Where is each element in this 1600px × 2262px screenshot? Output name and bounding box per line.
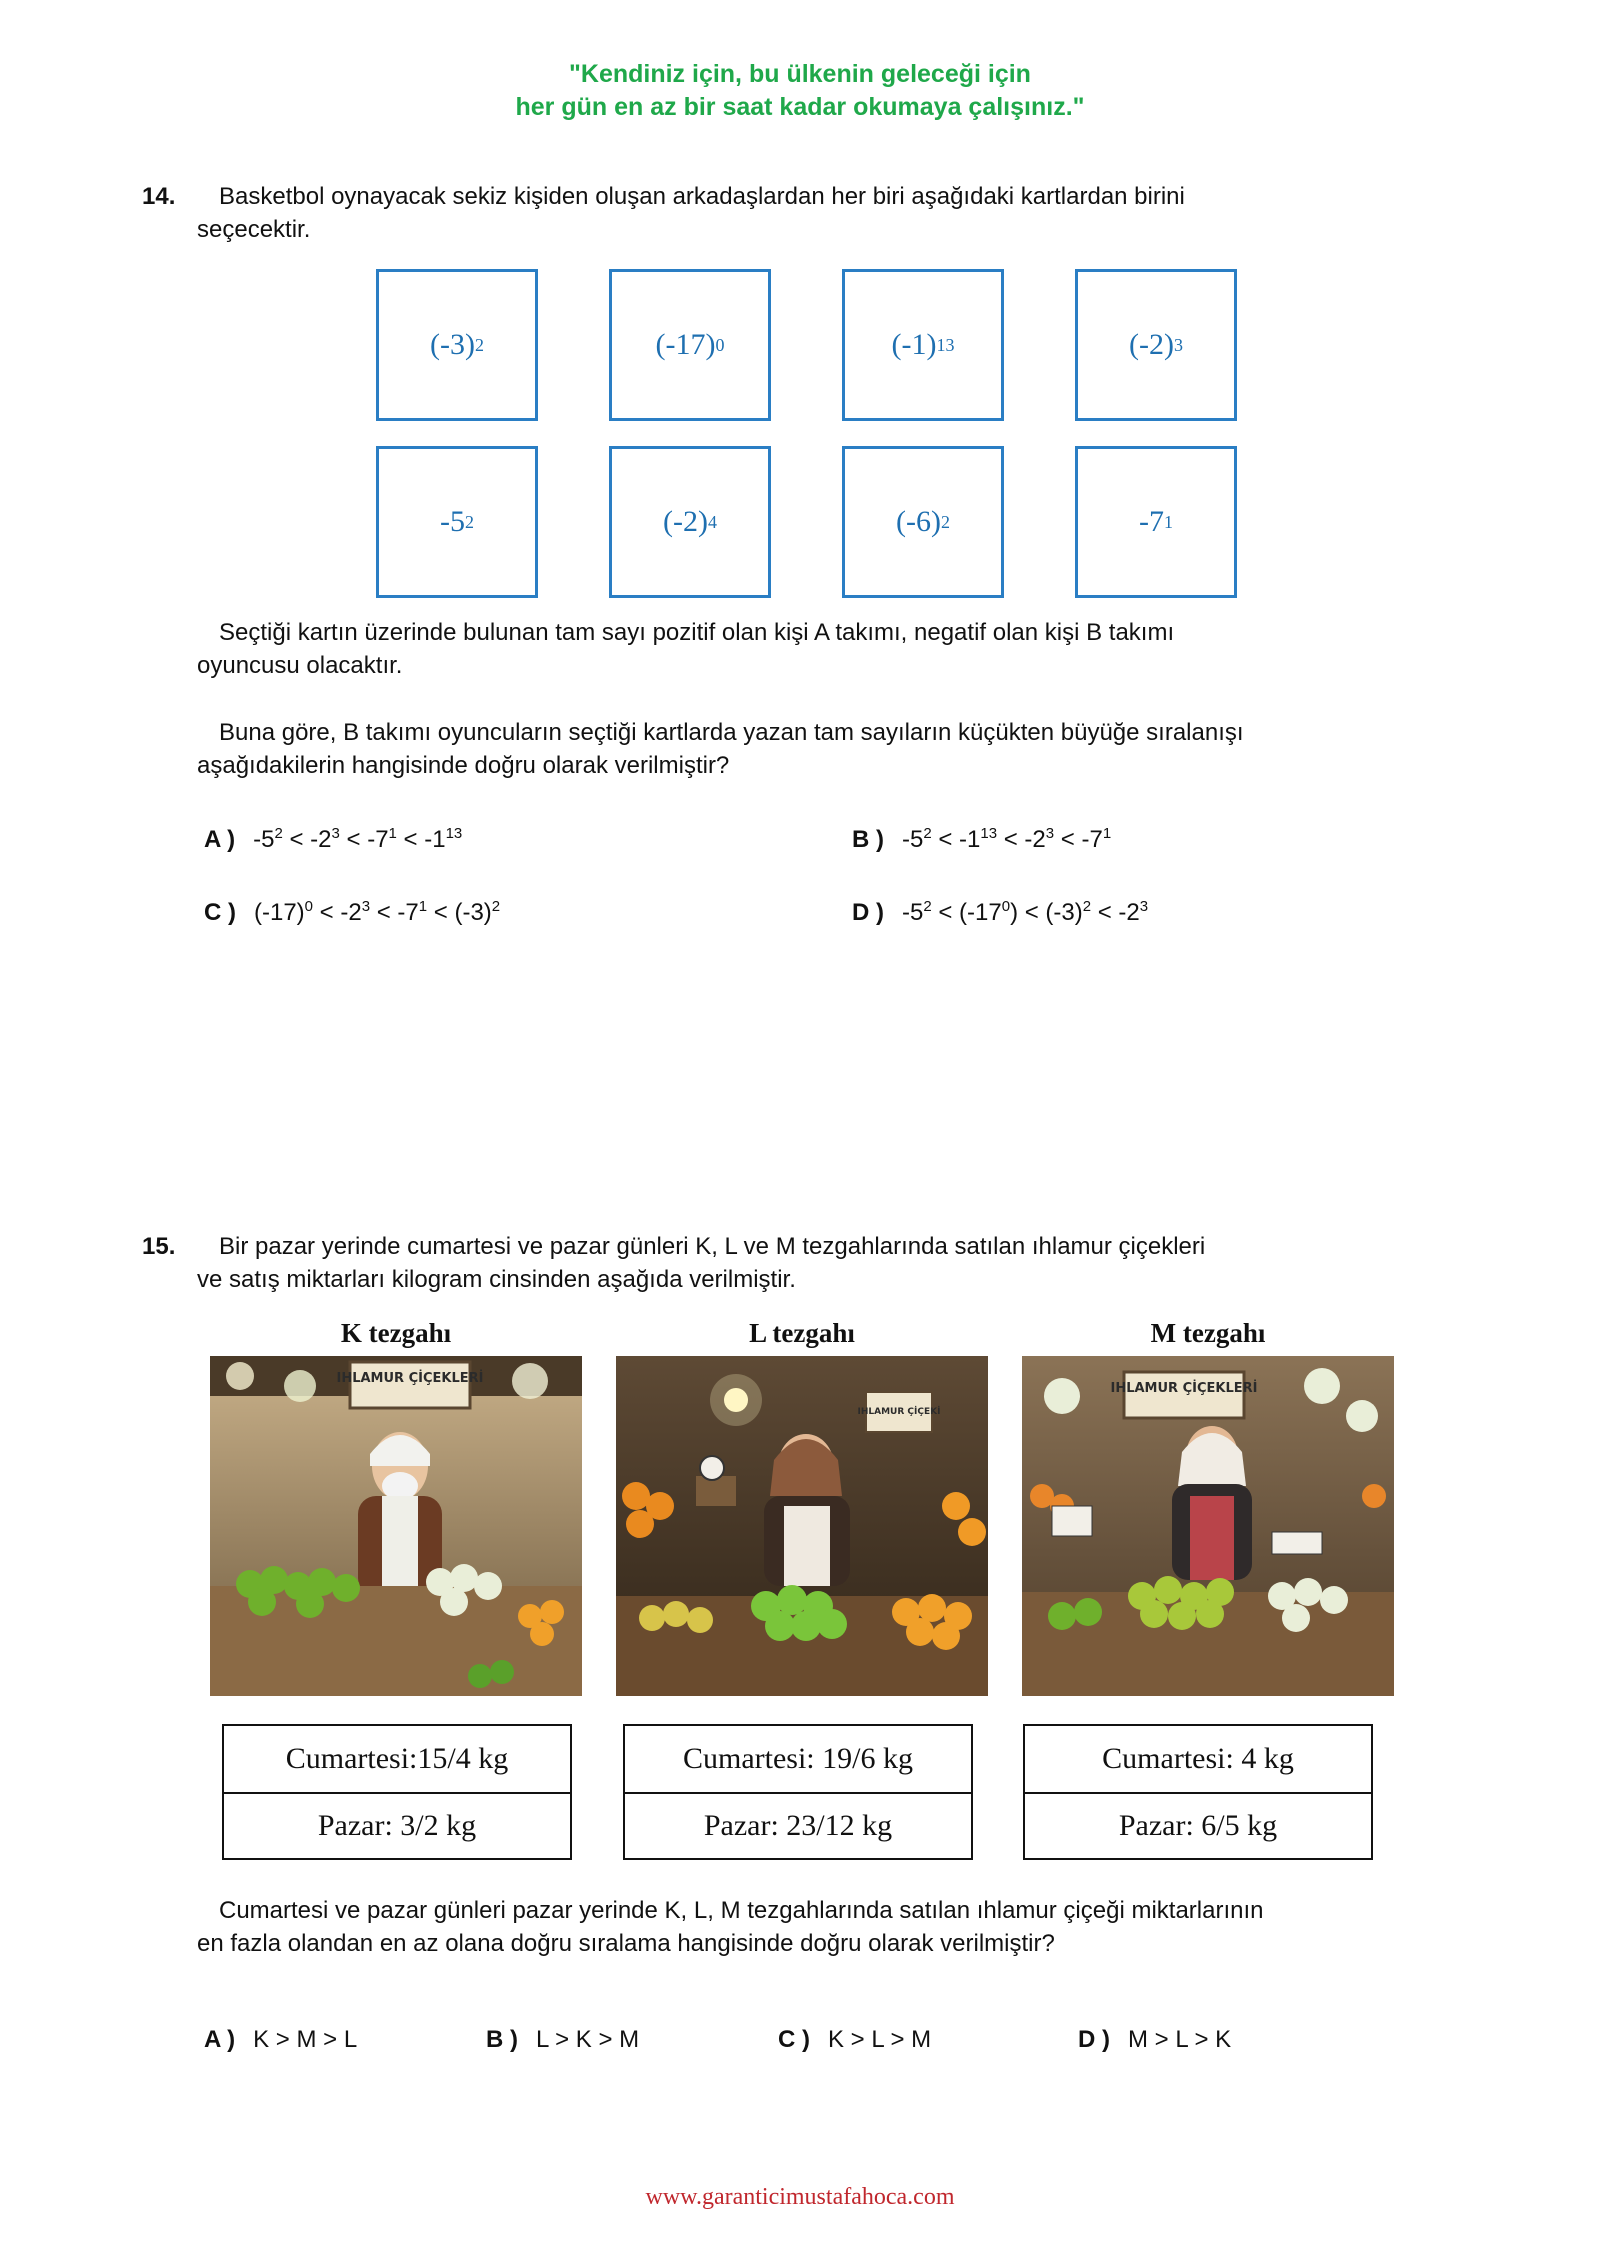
stall-m-sign: IHLAMUR ÇİÇEKLERİ bbox=[1110, 1381, 1258, 1396]
question-14-number: 14. bbox=[142, 183, 176, 210]
stall-l-amounts bbox=[623, 1724, 973, 1860]
stall-m-photo bbox=[1022, 1356, 1394, 1696]
card-6-base: (-2) bbox=[663, 505, 708, 538]
card-3-exponent: 13 bbox=[936, 334, 955, 355]
card-8-exponent: 1 bbox=[1164, 511, 1173, 532]
card-8 bbox=[1075, 446, 1237, 598]
card-5-exponent: 2 bbox=[465, 511, 474, 532]
stall-k-sign: IHLAMUR ÇİÇEKLERİ bbox=[336, 1371, 484, 1386]
card-2-base: (-17) bbox=[655, 328, 716, 361]
q14-rule-line-1: Seçtiği kartın üzerinde bulunan tam sayı pozitif olan kişi A takımı, negatif olan kişi B takımı bbox=[219, 619, 1175, 646]
card-3-base: (-1) bbox=[891, 328, 937, 361]
stall-l-photo bbox=[616, 1356, 988, 1696]
option-letter: C ) bbox=[204, 899, 236, 926]
q15-option-c[interactable] bbox=[778, 2026, 931, 2054]
card-7-base: (-6) bbox=[896, 505, 941, 538]
card-5 bbox=[376, 446, 538, 598]
option-letter: B ) bbox=[486, 2026, 518, 2053]
card-1-exponent: 2 bbox=[474, 334, 484, 355]
stall-l-sign: IHLAMUR ÇİÇEKİ bbox=[857, 1407, 941, 1417]
q15-option-b[interactable] bbox=[486, 2026, 639, 2054]
question-15-intro bbox=[197, 1230, 1427, 1296]
card-4-base: (-2) bbox=[1129, 328, 1174, 361]
option-letter: A ) bbox=[204, 826, 236, 853]
stall-l-sunday: Pazar: 23/12 kg bbox=[625, 1792, 971, 1858]
stall-k-saturday: Cumartesi:15/4 kg bbox=[285, 1742, 509, 1775]
q14-rule-line-2: oyuncusu olacaktır. bbox=[197, 652, 403, 679]
q14-option-d[interactable]: D ) $-5^2 < (-17^0) < (-3)^2 < -2^3$ bbox=[852, 898, 1149, 926]
q14-option-c[interactable]: C ) $(-17)^0 < -2^3 < -7^1 < (-3)^2$ bbox=[204, 898, 501, 926]
q15-option-d[interactable] bbox=[1078, 2026, 1231, 2054]
stall-m-title: M tezgahı bbox=[1150, 1318, 1266, 1348]
stall-l-title: L tezgahı bbox=[749, 1318, 855, 1348]
card-7-exponent: 2 bbox=[940, 511, 950, 532]
stall-k-title: K tezgahı bbox=[340, 1318, 452, 1348]
q14-rule-paragraph bbox=[197, 616, 1427, 682]
q15-intro-line-1: Bir pazar yerinde cumartesi ve pazar günleri K, L ve M tezgahlarında satılan ıhlamur çiçekleri bbox=[219, 1233, 1206, 1260]
card-5-base: -5 bbox=[440, 505, 465, 538]
motto-header bbox=[0, 58, 1600, 124]
option-text: L > K > M bbox=[536, 2026, 640, 2053]
q14-option-a[interactable]: A ) $-5^2 < -2^3 < -7^1 < -1^{13}$ bbox=[204, 825, 463, 853]
card-1-base: (-3) bbox=[430, 328, 475, 361]
q14-question-line-2: aşağıdakilerin hangisinde doğru olarak verilmiştir? bbox=[197, 752, 730, 779]
stall-m-saturday: Cumartesi: 4 kg bbox=[1102, 1742, 1294, 1775]
stall-k-amounts bbox=[222, 1724, 572, 1860]
card-6-exponent: 4 bbox=[707, 511, 717, 532]
card-1 bbox=[376, 269, 538, 421]
q14-option-b[interactable]: B ) $-5^2 < -1^{13} < -2^3 < -7^1$ bbox=[852, 825, 1112, 853]
q15-question-line-1: Cumartesi ve pazar günleri pazar yerinde K, L, M tezgahlarında satılan ıhlamur çiçeği miktarlarının bbox=[219, 1897, 1264, 1924]
stall-m-amounts bbox=[1023, 1724, 1373, 1860]
card-6 bbox=[609, 446, 771, 598]
card-8-base: -7 bbox=[1139, 505, 1164, 538]
motto-line-2: her gün en az bir saat kadar okumaya çalışınız." bbox=[515, 93, 1085, 121]
option-text: K > L > M bbox=[828, 2026, 932, 2053]
option-letter: A ) bbox=[204, 2026, 236, 2053]
card-2-exponent: 0 bbox=[715, 334, 725, 355]
stall-k-photo bbox=[210, 1356, 582, 1696]
option-text: M > L > K bbox=[1128, 2026, 1232, 2053]
stall-l-saturday: Cumartesi: 19/6 kg bbox=[683, 1742, 913, 1775]
question-14-intro bbox=[197, 180, 1427, 246]
q14-intro-line-2: seçecektir. bbox=[197, 216, 311, 243]
card-4-exponent: 3 bbox=[1173, 334, 1183, 355]
q15-intro-line-2: ve satış miktarları kilogram cinsinden aşağıda verilmiştir. bbox=[197, 1266, 796, 1293]
footer-url[interactable]: www.garanticimustafahoca.com bbox=[645, 2184, 955, 2210]
q15-question-line-2: en fazla olandan en az olana doğru sıralama hangisinde doğru olarak verilmiştir? bbox=[197, 1930, 1055, 1957]
card-3 bbox=[842, 269, 1004, 421]
q14-question-paragraph bbox=[197, 716, 1427, 782]
option-letter: D ) bbox=[852, 899, 884, 926]
q14-intro-line-1: Basketbol oynayacak sekiz kişiden oluşan arkadaşlardan her biri aşağıdaki kartlardan birini bbox=[219, 183, 1185, 210]
stall-k-sunday: Pazar: 3/2 kg bbox=[224, 1792, 570, 1858]
card-4 bbox=[1075, 269, 1237, 421]
q14-question-line-1: Buna göre, B takımı oyuncuların seçtiği kartlarda yazan tam sayıların küçükten büyüğe sıralanışı bbox=[219, 719, 1244, 746]
q15-question-paragraph bbox=[197, 1894, 1427, 1960]
option-letter: D ) bbox=[1078, 2026, 1110, 2053]
option-letter: C ) bbox=[778, 2026, 810, 2053]
option-letter: B ) bbox=[852, 826, 884, 853]
q15-option-a[interactable] bbox=[204, 2026, 357, 2054]
option-text: K > M > L bbox=[253, 2026, 358, 2053]
card-2 bbox=[609, 269, 771, 421]
motto-line-1: "Kendiniz için, bu ülkenin geleceği için bbox=[569, 60, 1031, 88]
card-7 bbox=[842, 446, 1004, 598]
question-15-number: 15. bbox=[142, 1233, 176, 1260]
stall-m-sunday: Pazar: 6/5 kg bbox=[1025, 1792, 1371, 1858]
